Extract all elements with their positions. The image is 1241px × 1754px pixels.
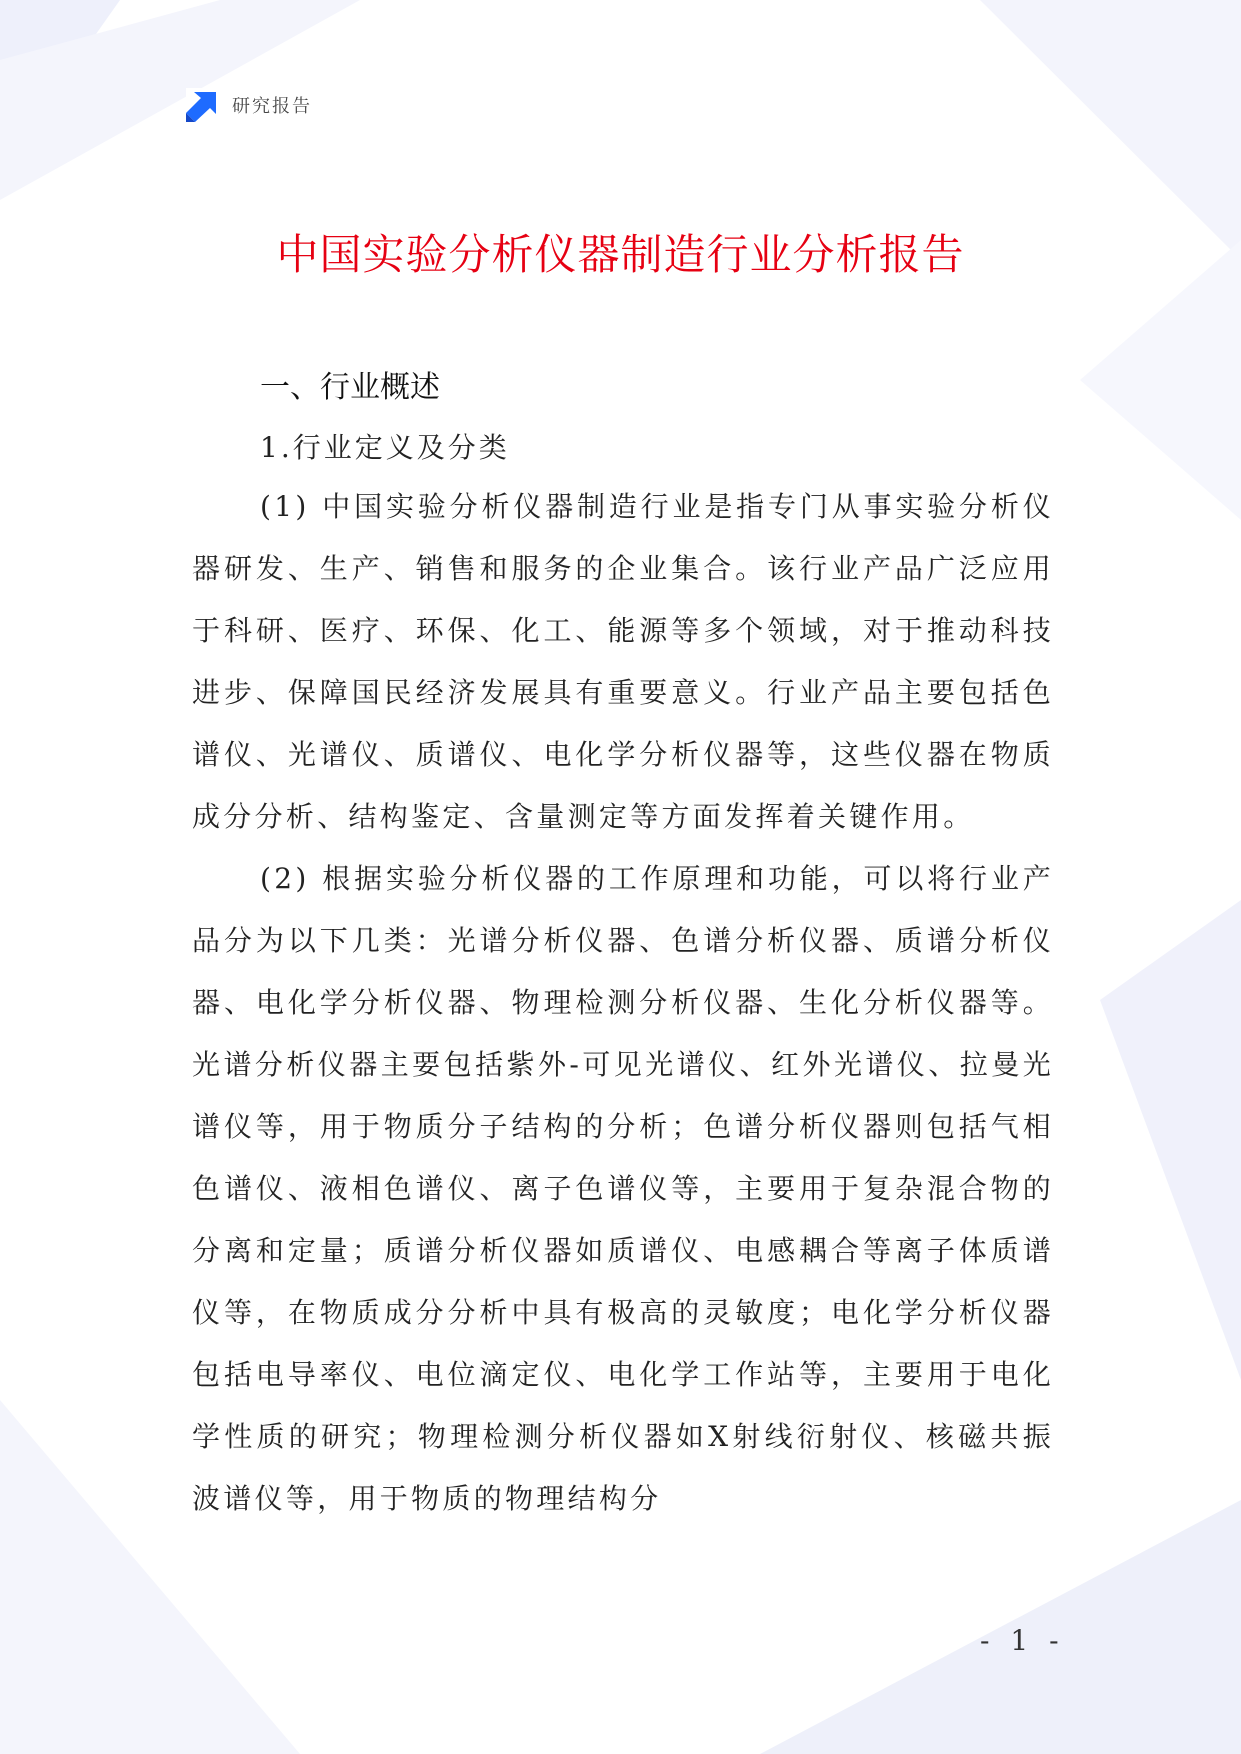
paragraph-1: (1) 中国实验分析仪器制造行业是指专门从事实验分析仪器研发、生产、销售和服务的企业集合。该行业产品广泛应用于科研、医疗、环保、化工、能源等多个领域，对于推动科技进步、保障国民经济发展具有重要意义。行业产品主要包括色谱仪、光谱仪、质谱仪、电化学分析仪器等，这些仪器在物质成分分析、结构鉴定、含量测定等方面发挥着关键作用。 xyxy=(192,490,1054,833)
page-number: - 1 - xyxy=(980,1624,1065,1657)
header-label: 研究报告 xyxy=(232,96,312,117)
subsection-heading: 1.行业定义及分类 xyxy=(260,431,510,464)
document-title: 中国实验分析仪器制造行业分析报告 xyxy=(276,230,965,279)
arrow-up-right-icon xyxy=(186,88,220,122)
document-body xyxy=(192,348,1054,1530)
section-heading: 一、行业概述 xyxy=(260,370,440,405)
paragraph-2: (2) 根据实验分析仪器的工作原理和功能，可以将行业产品分为以下几类：光谱分析仪器、色谱分析仪器、质谱分析仪器、电化学分析仪器、物理检测分析仪器、生化分析仪器等。光谱分析仪器主要包括紫外-可见光谱仪、红外光谱仪、拉曼光谱仪等，用于物质分子结构的分析；色谱分析仪器则包括气相色谱仪、液相色谱仪、离子色谱仪等，主要用于复杂混合物的分离和定量；质谱分析仪器如质谱仪、电感耦合等离子体质谱仪等，在物质成分分析中具有极高的灵敏度；电化学分析仪器包括电导率仪、电位滴定仪、电化学工作站等，主要用于电化学性质的研究；物理检测分析仪器如X射线衍射仪、核磁共振波谱仪等，用于物质的物理结构分 xyxy=(192,862,1054,1515)
